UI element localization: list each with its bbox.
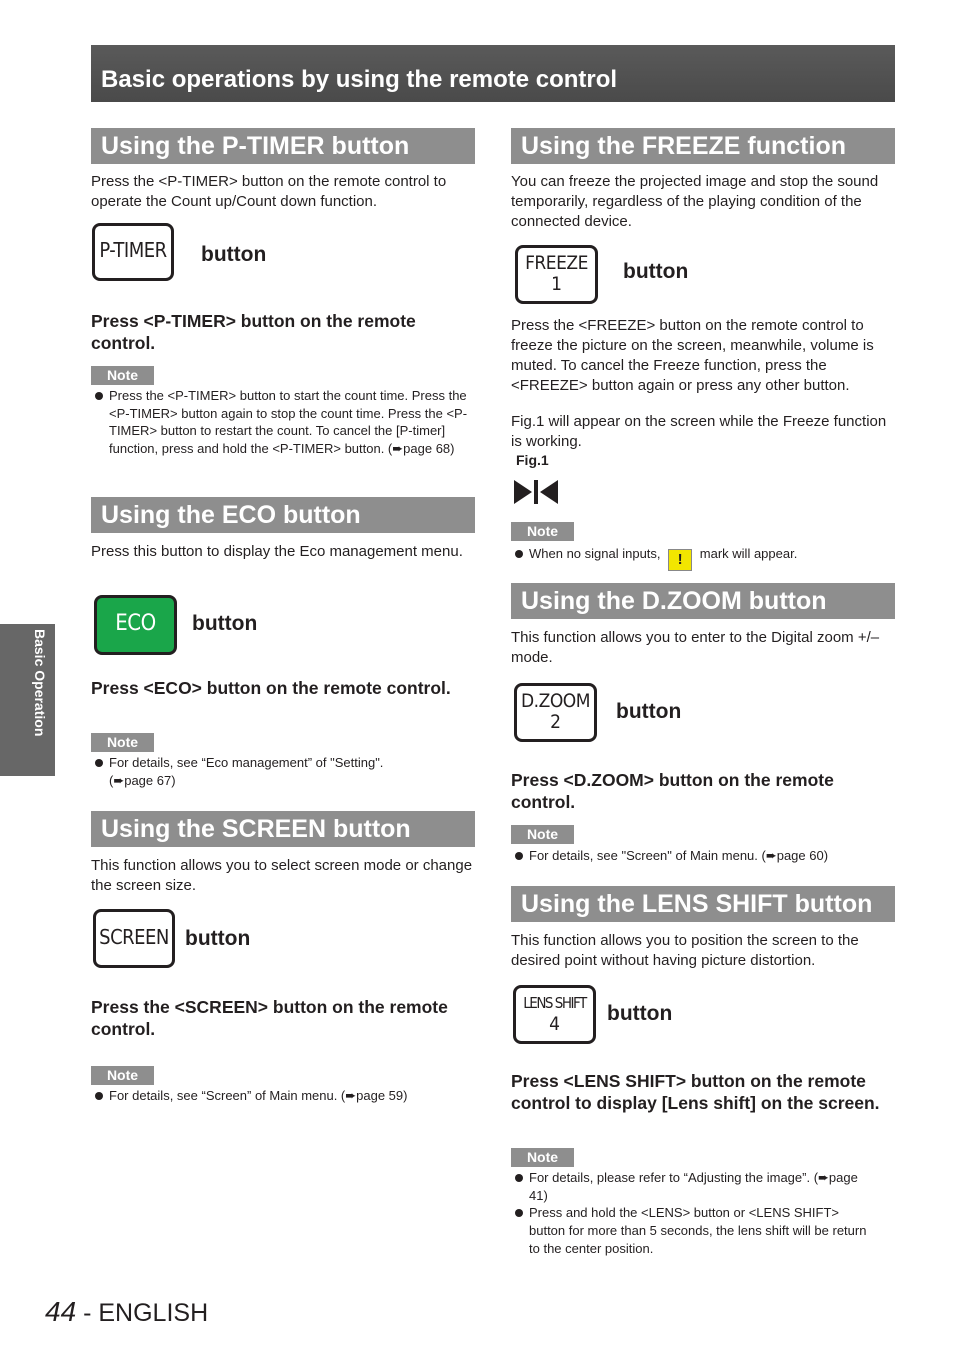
page-footer: [45, 1296, 208, 1328]
lensshift-icon-number: 4: [549, 1013, 560, 1035]
freeze-fig-description: Fig.1 will appear on the screen while the Freeze function is working.: [511, 413, 887, 450]
eco-icon-text: ECO: [115, 611, 156, 636]
eco-intro: Press this button to display the Eco management menu.: [91, 543, 463, 560]
note-item: [511, 545, 895, 571]
fig1-label: Fig.1: [516, 452, 549, 468]
eco-button-label: button: [192, 612, 258, 635]
warning-icon: !: [668, 549, 692, 571]
note-item: Press and hold the <LENS> button or <LENS SHIFT> button for more than 5 seconds, the lens shift will be return to the center position.: [511, 1204, 871, 1257]
lensshift-note-list: [511, 1169, 871, 1258]
freeze-icon-number: 1: [551, 273, 562, 295]
freeze-button-label: button: [623, 260, 689, 283]
screen-intro: This function allows you to select screen mode or change the screen size.: [91, 857, 473, 894]
freeze-fig-icon: [513, 478, 559, 506]
section-title-lensshift: Using the LENS SHIFT button: [511, 886, 895, 922]
dzoom-button-icon: [514, 683, 597, 742]
freeze-note-pre: When no signal inputs,: [529, 546, 661, 561]
ptimer-note-list: [91, 387, 471, 458]
freeze-description: Press the <FREEZE> button on the remote control to freeze the picture on the screen, meanwhile, volume is muted. To cancel the Freeze function, press the <FREEZE> button again or press any other button.: [511, 317, 874, 394]
page-number: 44: [45, 1296, 77, 1327]
note-item: For details, see "Screen" of Main menu. (➨page 60): [511, 847, 895, 865]
ptimer-instruction: Press <P-TIMER> button on the remote control.: [91, 311, 416, 353]
eco-instruction: Press <ECO> button on the remote control.: [91, 678, 451, 698]
lensshift-intro: This function allows you to position the screen to the desired point without having picture distortion.: [511, 932, 859, 969]
section-title-dzoom: Using the D.ZOOM button: [511, 583, 895, 619]
note-item: For details, see “Screen” of Main menu. (➨page 59): [91, 1087, 471, 1105]
page-header: [91, 45, 895, 102]
dzoom-note-list: [511, 847, 895, 865]
lensshift-button-label: button: [607, 1002, 673, 1025]
note-item: Press the <P-TIMER> button to start the count time. Press the <P-TIMER> button again to stop the count time. Press the <P-TIMER> button to restart the count. To cancel the [P-timer] function, press and hold the <P-TIMER> button. (➨page 68): [91, 387, 471, 458]
freeze-note-badge: Note: [511, 522, 574, 541]
dzoom-instruction: Press <D.ZOOM> button on the remote control.: [511, 770, 834, 812]
dzoom-note-badge: Note: [511, 825, 574, 844]
screen-note-badge: Note: [91, 1066, 154, 1085]
eco-note-list: [91, 754, 431, 789]
screen-instruction: Press the <SCREEN> button on the remote control.: [91, 997, 448, 1039]
lensshift-instruction: Press <LENS SHIFT> button on the remote control to display [Lens shift] on the screen.: [511, 1071, 880, 1113]
lensshift-note-badge: Note: [511, 1148, 574, 1167]
freeze-note-list: [511, 545, 895, 571]
lensshift-button-icon: [513, 985, 596, 1044]
freeze-button-icon: [515, 245, 598, 304]
eco-note-badge: Note: [91, 733, 154, 752]
section-title-ptimer: Using the P-TIMER button: [91, 128, 475, 164]
screen-icon-text: SCREEN: [99, 925, 169, 949]
section-title-freeze: Using the FREEZE function: [511, 128, 895, 164]
section-title-eco: Using the ECO button: [91, 497, 475, 533]
footer-language: - ENGLISH: [83, 1299, 209, 1327]
freeze-icon-text: FREEZE: [525, 252, 588, 274]
ptimer-note-badge: Note: [91, 366, 154, 385]
screen-button-icon: [93, 909, 175, 968]
freeze-intro: You can freeze the projected image and stop the sound temporarily, regardless of the playing condition of the connected device.: [511, 173, 879, 230]
lensshift-icon-text: LENS SHIFT: [523, 994, 586, 1012]
freeze-note-post: mark will appear.: [699, 546, 798, 561]
note-item: For details, please refer to “Adjusting the image”. (➨page 41): [511, 1169, 871, 1204]
screen-button-label: button: [185, 927, 251, 950]
dzoom-intro: This function allows you to enter to the Digital zoom +/– mode.: [511, 629, 880, 666]
ptimer-intro: Press the <P-TIMER> button on the remote control to operate the Count up/Count down function.: [91, 173, 447, 210]
dzoom-icon-number: 2: [550, 711, 561, 733]
dzoom-button-label: button: [616, 700, 682, 723]
note-item: For details, see “Eco management” of "Setting". (➨page 67): [91, 754, 431, 789]
screen-note-list: [91, 1087, 471, 1105]
ptimer-button-label: button: [201, 243, 267, 266]
ptimer-button-icon: [92, 223, 174, 281]
dzoom-icon-text: D.ZOOM: [521, 690, 590, 712]
section-title-screen: Using the SCREEN button: [91, 811, 475, 847]
ptimer-icon-text: P-TIMER: [99, 238, 167, 262]
page-header-title: Basic operations by using the remote control: [101, 66, 618, 93]
side-tab: [0, 624, 55, 776]
side-tab-label: Basic Operation: [32, 629, 48, 737]
eco-button-icon: [94, 595, 177, 655]
